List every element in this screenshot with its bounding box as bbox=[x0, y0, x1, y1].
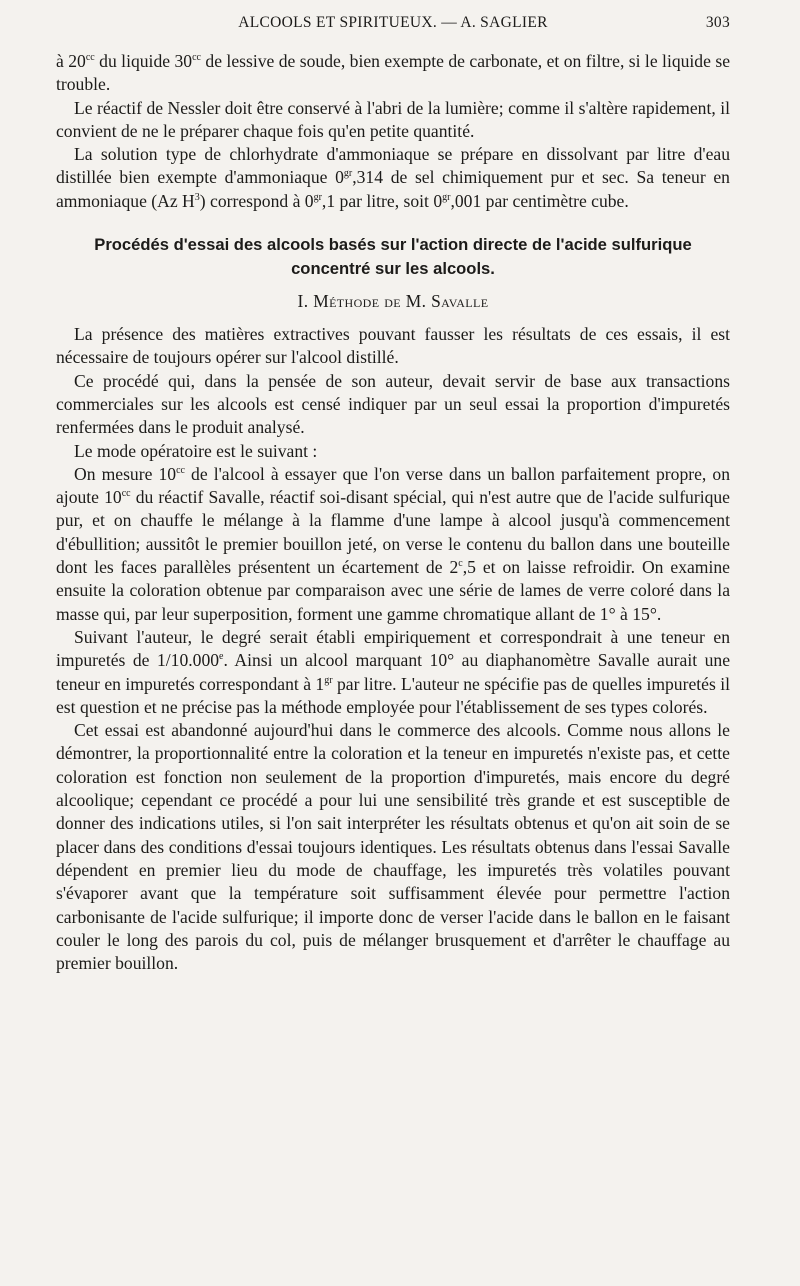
paragraph-standard-solution: La solution type de chlorhydrate d'ammoniaque se prépare en dissolvant par litre d'eau distillée bien exempte d'ammoniaque $0^{gr},314$ de sel chimiquement pur et sec. Sa teneur en ammoniaque (Az $H^3$) correspond à $0^{gr},1$ par litre, soit $0^{gr},001$ par centimètre cube. bbox=[56, 144, 730, 211]
running-header bbox=[56, 14, 730, 38]
paragraph-reagent-preparation: à $20^{cc}$ du liquide $30^{cc}$ de lessive de soude, bien exempte de carbonate, et on filtre, si le liquide se trouble. bbox=[56, 51, 730, 95]
section-heading: Procédés d'essai des alcools basés sur l'action directe de l'acide sulfurique concentré sur les alcools. bbox=[94, 235, 692, 278]
paragraph-abandoned-test: Cet essai est abandonné aujourd'hui dans le commerce des alcools. Comme nous allons le démontrer, la proportionnalité entre la coloration et la teneur en impuretés n'existe pas, et cette coloration est fonction non seulement de la proportion d'impuretés, mais encore du degré alcoolique; cependant ce procédé a pour lui une sensibilité très grande et est susceptible de donner des indications utiles, si l'on sait interpréter les résultats obtenus et qu'on ait soin de se placer dans des conditions d'essai toujours identiques. Les résultats obtenus dans l'essai Savalle dépendent en premier lieu du mode de chauffage, les impuretés très volatiles pouvant s'évaporer avant que la température soit suffisamment élevée pour permettre l'action carbonisante de l'acide sulfurique; il importe donc de verser l'acide dans le ballon en le faisant couler le long des parois du col, puis de mélanger brusquement et d'arrêter le chauffage au premier bouillon. bbox=[56, 720, 730, 974]
paragraph-extractive-matter: La présence des matières extractives pouvant fausser les résultats de ces essais, il est nécessaire de toujours opérer sur l'alcool distillé. bbox=[56, 324, 730, 368]
paragraph-operating-mode: On mesure $10^{cc}$ de l'alcool à essayer que l'on verse dans un ballon parfaitement propre, on ajoute $10^{cc}$ du réactif Savalle, réactif soi-disant spécial, qui n'est autre que de l'acide sulfurique pur, et on chauffe le mélange à la flamme d'une lampe à alcool jusqu'à commencement d'ébullition; aussitôt le premier bouillon jeté, on verse le contenu du ballon dans une bouteille dont les faces parallèles présentent un écartement de 2$^c$,5 et on laisse refroidir. On examine ensuite la coloration obtenue par comparaison avec une série de lames de verre coloré dans la masse qui, par leur superposition, forment une gamme chromatique allant de 1° à 15°. bbox=[56, 463, 730, 624]
page-number: 303 bbox=[705, 14, 730, 31]
paragraph-procedure-purpose: Ce procédé qui, dans la pensée de son auteur, devait servir de base aux transactions commerciales sur les alcools est censé indiquer par un seul essai la proportion d'impuretés renfermées dans le produit analysé. bbox=[56, 370, 730, 438]
method-subheading: I. Méthode de M. Savalle bbox=[297, 291, 489, 312]
paragraph-author-degree: Suivant l'auteur, le degré serait établi empiriquement et correspondrait à une teneur en impuretés de 1/10.000e. Ainsi un alcool marquant 10° au diaphanomètre Savalle aurait une teneur en impuretés correspondant à $1^{gr}$ par litre. L'auteur ne spécifie pas de quelles impuretés il est question et ne précise pas la méthode employée pour l'établissement de ses types colorés. bbox=[56, 626, 730, 717]
paragraph-mode-intro: Le mode opératoire est le suivant : bbox=[74, 440, 318, 461]
paragraph-nessler-storage: Le réactif de Nessler doit être conservé à l'abri de la lumière; comme il s'altère rapidement, il convient de ne le préparer chaque fois qu'en petite quantité. bbox=[56, 97, 730, 141]
book-page bbox=[56, 14, 730, 975]
running-title: ALCOOLS ET SPIRITUEUX. — A. SAGLIER bbox=[238, 14, 548, 31]
